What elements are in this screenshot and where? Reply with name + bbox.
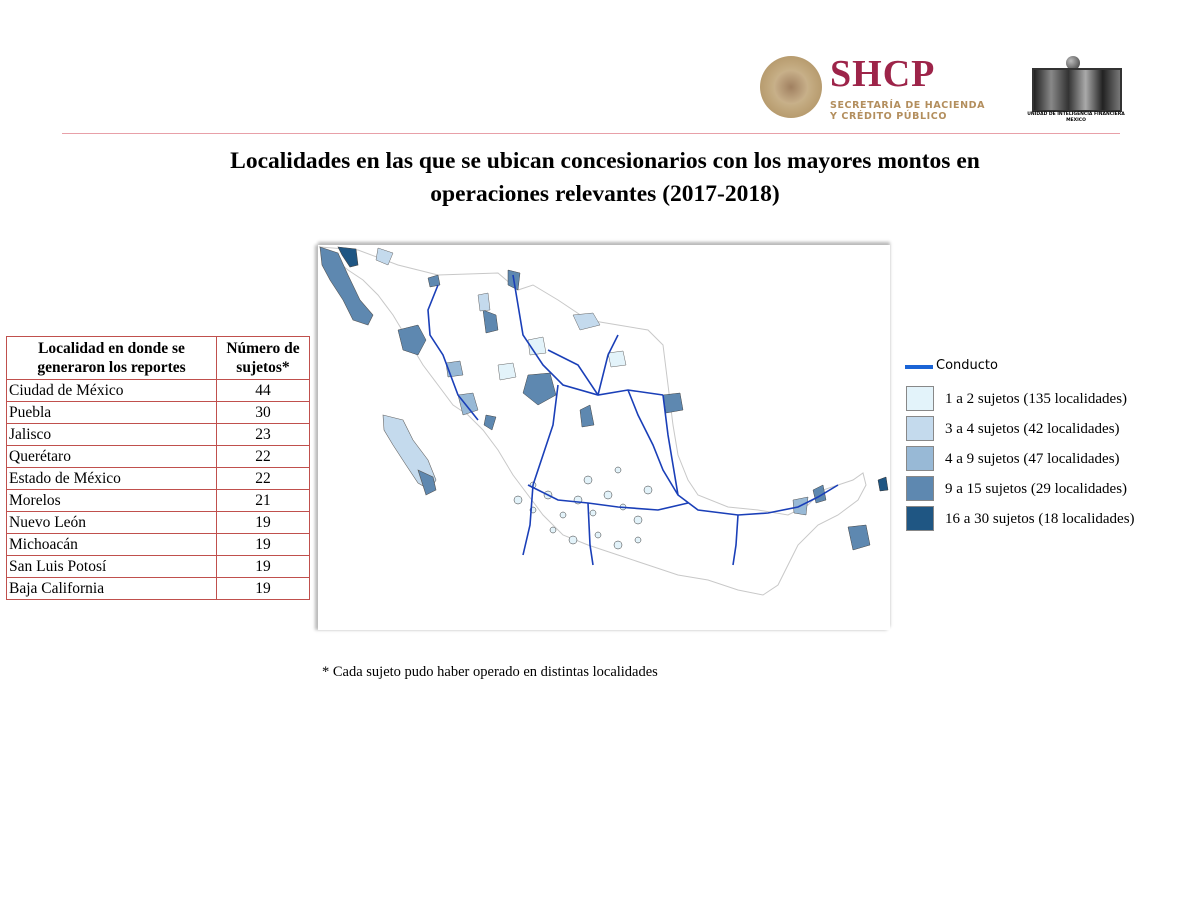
page-title: Localidades en las que se ubican concesionarios con los mayores montos en operaciones relevantes (2017-2018) bbox=[230, 148, 980, 207]
map-legend bbox=[905, 358, 1185, 536]
localidades-table bbox=[6, 336, 310, 600]
legend-swatch bbox=[906, 476, 934, 501]
uif-world-map-icon bbox=[1032, 68, 1122, 112]
table-row: Michoacán 19 bbox=[7, 534, 310, 556]
table-row: Jalisco 23 bbox=[7, 424, 310, 446]
conduit-line-icon bbox=[905, 365, 933, 369]
footnote: * Cada sujeto pudo haber operado en distintas localidades bbox=[322, 664, 658, 680]
table-row: Baja California 19 bbox=[7, 578, 310, 600]
legend-item: 9 a 15 sujetos (29 localidades) bbox=[905, 476, 1185, 506]
legend-swatch bbox=[906, 416, 934, 441]
legend-item: 16 a 30 sujetos (18 localidades) bbox=[905, 506, 1185, 536]
coat-of-arms-seal-icon bbox=[760, 56, 822, 118]
table-row: Querétaro 22 bbox=[7, 446, 310, 468]
legend-conducto: Conducto bbox=[905, 358, 1185, 378]
legend-swatch bbox=[906, 506, 934, 531]
table-row: Nuevo León 19 bbox=[7, 512, 310, 534]
header-sujetos: Número de sujetos* bbox=[217, 337, 310, 380]
legend-swatch bbox=[906, 386, 934, 411]
uif-logo bbox=[1027, 56, 1125, 123]
header-logos bbox=[760, 52, 1140, 127]
legend-swatch bbox=[906, 446, 934, 471]
legend-item: 1 a 2 sujetos (135 localidades) bbox=[905, 386, 1185, 416]
mexico-map bbox=[318, 245, 890, 630]
header-localidad: Localidad en donde se generaron los reportes bbox=[7, 337, 217, 380]
legend-item: 4 a 9 sujetos (47 localidades) bbox=[905, 446, 1185, 476]
header-divider bbox=[62, 133, 1120, 134]
legend-item: 3 a 4 sujetos (42 localidades) bbox=[905, 416, 1185, 446]
shcp-logo-text: SHCP bbox=[830, 53, 936, 95]
table-header-row bbox=[7, 337, 310, 380]
table-row: San Luis Potosí 19 bbox=[7, 556, 310, 578]
table-row: Puebla 30 bbox=[7, 402, 310, 424]
table-row: Estado de México 22 bbox=[7, 468, 310, 490]
map-svg bbox=[318, 245, 890, 630]
uif-caption: UNIDAD DE INTELIGENCIA FINANCIERA MEXICO bbox=[1027, 112, 1125, 123]
table-row: Morelos 21 bbox=[7, 490, 310, 512]
table-row: Ciudad de México 44 bbox=[7, 380, 310, 402]
shcp-subtitle: SECRETARÍA DE HACIENDA Y CRÉDITO PÚBLICO bbox=[830, 100, 986, 122]
